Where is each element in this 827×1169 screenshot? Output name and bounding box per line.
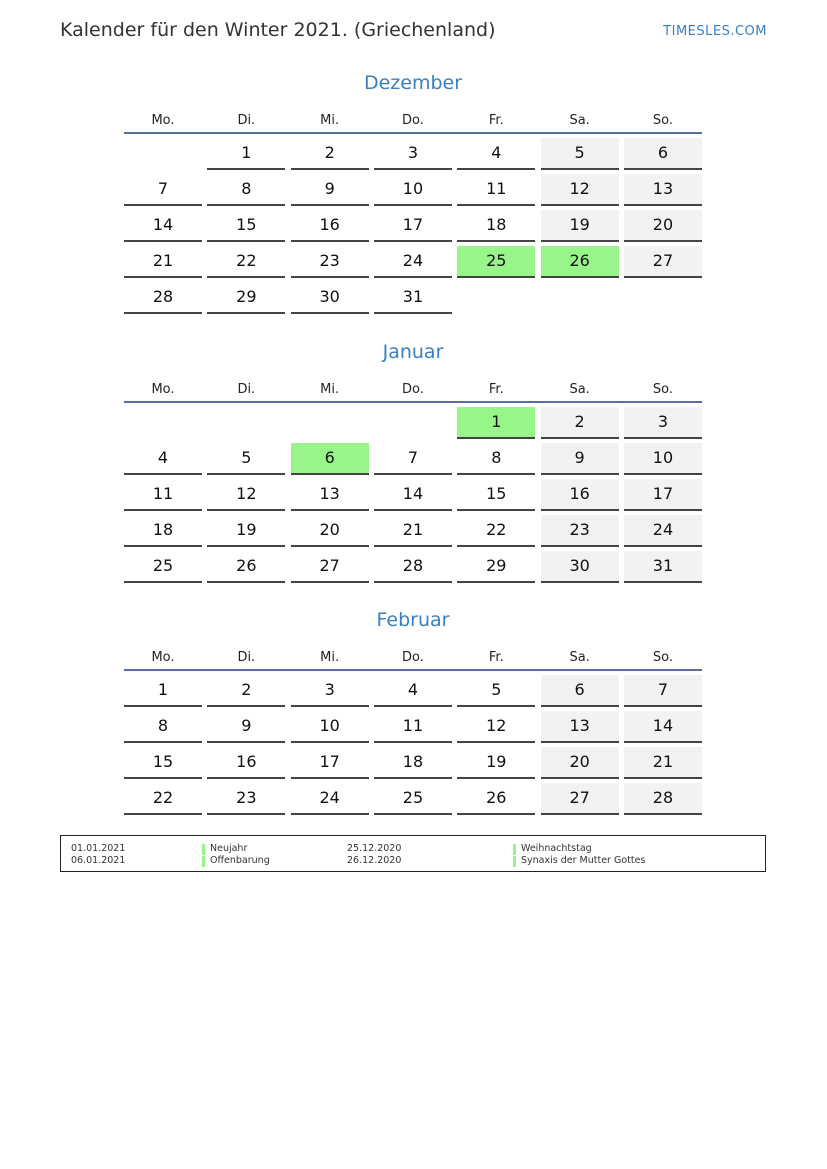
day-cell[interactable]: 18: [374, 747, 452, 779]
day-cell[interactable]: 28: [624, 783, 702, 815]
weekday-label: Do.: [402, 113, 424, 128]
day-cell[interactable]: 8: [457, 443, 535, 475]
weekday-label: Sa.: [569, 650, 590, 665]
day-cell[interactable]: 11: [374, 711, 452, 743]
day-cell[interactable]: 1: [124, 675, 202, 707]
week-row: [124, 174, 702, 206]
day-cell[interactable]: 23: [541, 515, 619, 547]
day-cell[interactable]: 22: [124, 783, 202, 815]
day-cell[interactable]: 15: [124, 747, 202, 779]
day-cell[interactable]: 17: [624, 479, 702, 511]
day-cell[interactable]: 25: [374, 783, 452, 815]
month-dezember: [124, 70, 702, 314]
month-title: Dezember: [363, 72, 463, 94]
legend-date: 26.12.2020: [347, 855, 402, 866]
legend-names-left: [202, 843, 270, 867]
day-cell[interactable]: 8: [207, 174, 285, 206]
day-cell[interactable]: 5: [207, 443, 285, 475]
week-row: [124, 515, 702, 547]
day-cell[interactable]: 28: [374, 551, 452, 583]
day-cell[interactable]: 23: [207, 783, 285, 815]
day-cell[interactable]: 14: [124, 210, 202, 242]
day-cell[interactable]: 27: [624, 246, 702, 278]
day-cell[interactable]: 27: [291, 551, 369, 583]
day-cell[interactable]: 22: [207, 246, 285, 278]
day-cell[interactable]: 10: [291, 711, 369, 743]
day-cell[interactable]: 29: [457, 551, 535, 583]
day-cell[interactable]: 6: [541, 675, 619, 707]
day-cell[interactable]: 29: [207, 282, 285, 314]
day-cell[interactable]: 24: [624, 515, 702, 547]
legend-holiday-name: Weihnachtstag: [513, 843, 645, 855]
month-februar: [124, 607, 702, 815]
day-cell[interactable]: 15: [457, 479, 535, 511]
day-cell[interactable]: 6: [624, 138, 702, 170]
day-cell[interactable]: 14: [374, 479, 452, 511]
day-cell[interactable]: 30: [291, 282, 369, 314]
empty-day-cell: [374, 407, 452, 439]
day-cell[interactable]: 16: [541, 479, 619, 511]
week-row: [124, 282, 702, 314]
day-cell[interactable]: 20: [291, 515, 369, 547]
weeks: [124, 138, 702, 314]
weekday-label: So.: [652, 650, 674, 665]
day-cell[interactable]: 25: [124, 551, 202, 583]
holiday-day-cell[interactable]: 6: [291, 443, 369, 475]
day-cell[interactable]: 4: [374, 675, 452, 707]
legend-dates-right: [347, 843, 401, 867]
day-cell[interactable]: 15: [207, 210, 285, 242]
day-cell[interactable]: 21: [124, 246, 202, 278]
day-cell[interactable]: 7: [624, 675, 702, 707]
weeks: [124, 407, 702, 583]
week-row: [124, 210, 702, 242]
day-cell[interactable]: 7: [124, 174, 202, 206]
day-cell[interactable]: 3: [624, 407, 702, 439]
day-cell[interactable]: 8: [124, 711, 202, 743]
weekday-label: Di.: [237, 650, 256, 665]
empty-day-cell: [624, 282, 702, 314]
day-cell[interactable]: 9: [207, 711, 285, 743]
week-row: [124, 551, 702, 583]
day-cell[interactable]: 2: [291, 138, 369, 170]
day-cell[interactable]: 9: [541, 443, 619, 475]
weekday-label: Mo.: [151, 382, 175, 397]
week-row: [124, 138, 702, 170]
day-cell[interactable]: 22: [457, 515, 535, 547]
day-cell[interactable]: 16: [207, 747, 285, 779]
day-cell[interactable]: 18: [457, 210, 535, 242]
empty-day-cell: [541, 282, 619, 314]
week-row: [124, 711, 702, 743]
day-cell[interactable]: 24: [291, 783, 369, 815]
day-cell[interactable]: 4: [124, 443, 202, 475]
holiday-legend: [60, 835, 766, 872]
day-cell[interactable]: 11: [124, 479, 202, 511]
brand-logo[interactable]: TIMESLES.COM: [663, 24, 767, 39]
day-cell[interactable]: 27: [541, 783, 619, 815]
holiday-day-cell[interactable]: 1: [457, 407, 535, 439]
day-cell[interactable]: 26: [207, 551, 285, 583]
day-cell[interactable]: 17: [374, 210, 452, 242]
weekday-header: [124, 379, 702, 403]
day-cell[interactable]: 10: [624, 443, 702, 475]
weekday-label: Mi.: [320, 382, 340, 397]
day-cell[interactable]: 12: [457, 711, 535, 743]
week-row: [124, 479, 702, 511]
day-cell[interactable]: 30: [541, 551, 619, 583]
empty-day-cell: [124, 138, 202, 170]
day-cell[interactable]: 3: [291, 675, 369, 707]
weekday-label: Sa.: [569, 382, 590, 397]
empty-day-cell: [124, 407, 202, 439]
weekday-label: Mi.: [320, 113, 340, 128]
day-cell[interactable]: 31: [624, 551, 702, 583]
day-cell[interactable]: 20: [541, 747, 619, 779]
day-cell[interactable]: 5: [457, 675, 535, 707]
day-cell[interactable]: 9: [291, 174, 369, 206]
weekday-label: Mi.: [320, 650, 340, 665]
holiday-day-cell[interactable]: 26: [541, 246, 619, 278]
day-cell[interactable]: 1: [207, 138, 285, 170]
day-cell[interactable]: 19: [541, 210, 619, 242]
holiday-day-cell[interactable]: 25: [457, 246, 535, 278]
weekday-label: Fr.: [488, 650, 504, 665]
weekday-label: Mo.: [151, 650, 175, 665]
day-cell[interactable]: 2: [541, 407, 619, 439]
weekday-label: Do.: [402, 382, 424, 397]
day-cell[interactable]: 12: [207, 479, 285, 511]
day-cell[interactable]: 28: [124, 282, 202, 314]
day-cell[interactable]: 13: [541, 711, 619, 743]
day-cell[interactable]: 19: [207, 515, 285, 547]
weekday-label: Fr.: [488, 113, 504, 128]
day-cell[interactable]: 24: [374, 246, 452, 278]
legend-holiday-name: Offenbarung: [202, 855, 270, 867]
day-cell[interactable]: 10: [374, 174, 452, 206]
day-cell[interactable]: 3: [374, 138, 452, 170]
month-title: Februar: [376, 609, 450, 631]
month-title: Januar: [382, 341, 444, 363]
empty-day-cell: [457, 282, 535, 314]
day-cell[interactable]: 16: [291, 210, 369, 242]
legend-date: 25.12.2020: [347, 843, 402, 854]
weekday-label: Do.: [402, 650, 424, 665]
day-cell[interactable]: 21: [624, 747, 702, 779]
weekday-header: [124, 647, 702, 671]
legend-date: 01.01.2021: [71, 843, 126, 854]
legend-date: 06.01.2021: [71, 855, 126, 866]
day-cell[interactable]: 4: [457, 138, 535, 170]
day-cell[interactable]: 11: [457, 174, 535, 206]
day-cell[interactable]: 12: [541, 174, 619, 206]
legend-dates-left: [71, 843, 125, 867]
day-cell[interactable]: 19: [457, 747, 535, 779]
week-row: [124, 246, 702, 278]
weekday-header: [124, 110, 702, 134]
day-cell[interactable]: 20: [624, 210, 702, 242]
week-row: [124, 675, 702, 707]
weekday-label: Mo.: [151, 113, 175, 128]
empty-day-cell: [291, 407, 369, 439]
day-cell[interactable]: 7: [374, 443, 452, 475]
weekday-label: So.: [652, 113, 674, 128]
week-row: [124, 407, 702, 439]
empty-day-cell: [207, 407, 285, 439]
weekday-label: So.: [652, 382, 674, 397]
day-cell[interactable]: 13: [291, 479, 369, 511]
legend-holiday-name: Neujahr: [202, 843, 270, 855]
day-cell[interactable]: 31: [374, 282, 452, 314]
day-cell[interactable]: 5: [541, 138, 619, 170]
day-cell[interactable]: 17: [291, 747, 369, 779]
weekday-label: Fr.: [488, 382, 504, 397]
day-cell[interactable]: 23: [291, 246, 369, 278]
day-cell[interactable]: 18: [124, 515, 202, 547]
weekday-label: Di.: [237, 382, 256, 397]
day-cell[interactable]: 2: [207, 675, 285, 707]
weekday-label: Sa.: [569, 113, 590, 128]
month-januar: [124, 339, 702, 583]
week-row: [124, 783, 702, 815]
day-cell[interactable]: 26: [457, 783, 535, 815]
weeks: [124, 675, 702, 815]
day-cell[interactable]: 13: [624, 174, 702, 206]
legend-holiday-name: Synaxis der Mutter Gottes: [513, 855, 645, 867]
day-cell[interactable]: 14: [624, 711, 702, 743]
legend-names-right: [513, 843, 645, 867]
page-title: Kalender für den Winter 2021. (Griechenland): [60, 19, 496, 41]
weekday-label: Di.: [237, 113, 256, 128]
week-row: [124, 747, 702, 779]
day-cell[interactable]: 21: [374, 515, 452, 547]
week-row: [124, 443, 702, 475]
